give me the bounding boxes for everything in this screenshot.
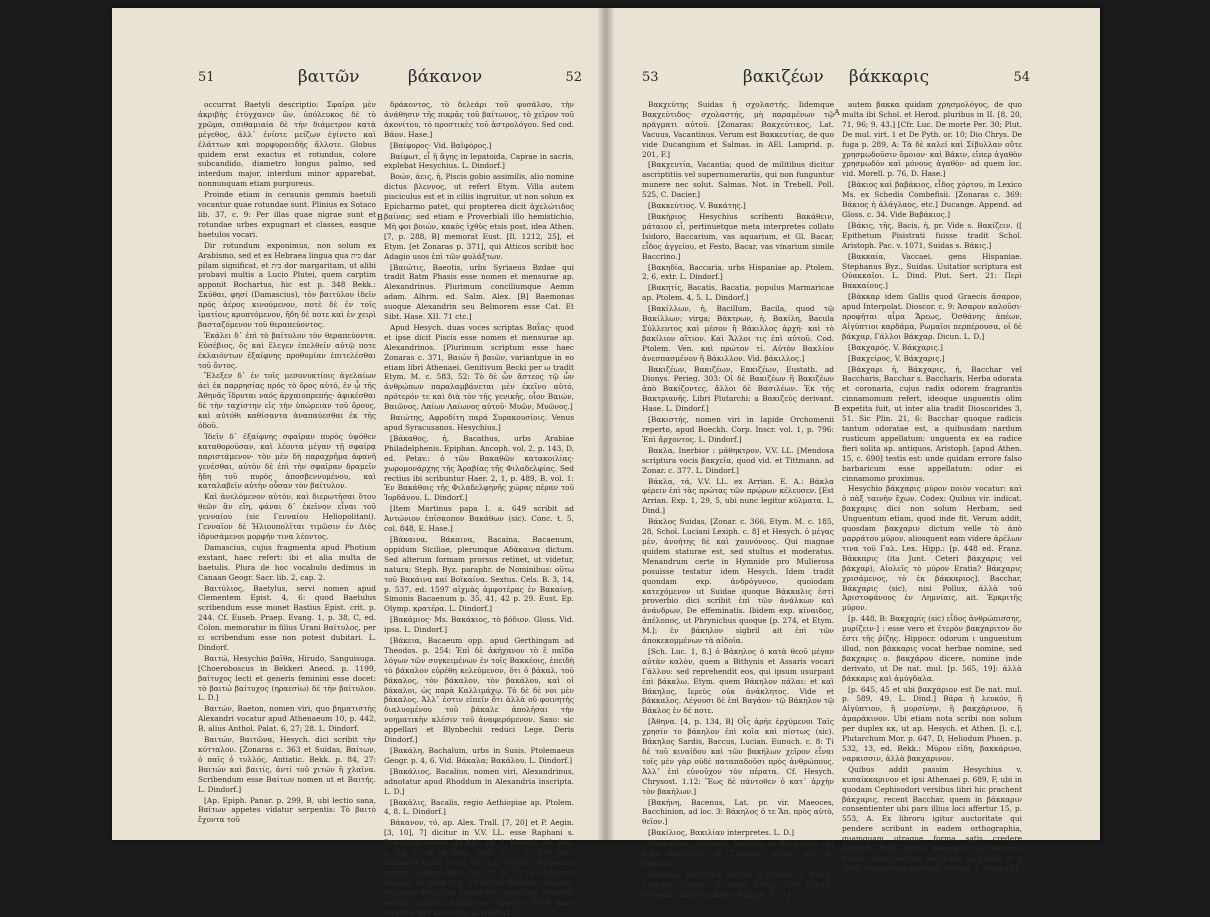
page-number-53: 53 [642, 70, 659, 85]
entry-paragraph: [Βακίλλων, ἡ, Bacillum, Bacila, quod τῷ Βακίλλων; virga; Βάκτρων, ἡ, Βακίλη, Bacula Σύλλευτος καὶ μέσον ἢ Βάκιλλος ἀρχή· καὶ τὸ βακίλιον αἴτιον. Καὶ Ἄλλοι τις ἐπὶ αὐτοῦ. Cod. Ptolem. Ven. καὶ πρώτον τί. Αὐτὸν Βακλίον ἀνεσπασμένον ἢ Βάκιλλον. Vid. βάκιλλος.] [642, 304, 834, 363]
entry-paragraph: Ἐκάλει δ᾽ ἐπὶ τὸ βαίτυλον τὸν θεραπεύοντα. Εὐσέβιος, ὅς καὶ ἔλεγεν ἐπελθεῖν αὐτῷ ποτε ἐκλαιόντων ἐξαίφνης προθυμίαν ἐπιτελέσθαι τοῦ ὄντος. [198, 330, 376, 370]
running-headword-left: βακιζέων [742, 67, 824, 87]
entry-paragraph: [Βάκεια, Bacaeum opp. apud Gerthingam ad Theodos. p. 254: Ἐπὶ δὲ ἀκήχανον τὸ ἓ παῖδα λόγων τῶν συγκειμένων ἐν τοῖς Βακκέοις, ἐπειδὴ τὸ βάκαλον εὑρέθη κελεύμενον, ὅτι ὁ βάκαλ, τοῦ βάκαλος, τὸν βάκαλον, τὸν βακάλου, καὶ οἱ βάκαλοι, ὡς παρὰ Καλλιμάχῳ. Τὸ δὲ δὲ νοι μὲν βάκαλος. Ἀλλ᾽ ἐστιν εἰπεῖν ὅτι ἀλλὰ οὐ φοινητὴς διαλυομένου τοῦ βάκαλε ἀπολῆσαι τὴν νοηματικὴν κλέσιν τοῦ ἀναφερόμενον. Saxo: sic appellari et Blynbechii reduci Lege. Deris Dindorf.] [384, 636, 574, 745]
entry-paragraph: [Βακάλη, Bachalum, urbs in Susis. Ptolemaeus Geogr. p. 4, 6. Vid. Βάκαλα; Βακάλου. L. Dindorf.] [384, 746, 574, 765]
entry-paragraph: [Βάκις, τῆς, Bacis, ἡ, pr. Vide s. Βακίζειν. ([ Epithetum Pisistrati fuisse tradit Schol. Aristoph. Pac. v. 1071, Suidas s. Βάκις.] [842, 220, 1022, 250]
entry-paragraph: Βαιτών, Βαιτῶνα, Hesych. dici scribit τὴν κύτταλον. [Zonaras c. 363 et Suidas, Βαίτων, ὁ παῖς ὁ τυλλός. Antiatic. Bekk. p. 84, 27: Βαιτών καὶ βαιτίς, ἀντί τοῦ χιτών ἢ χλαῖνα. Scribendum esse Βαίτων nomen ut et Βαιτής. L. Dindorf.] [198, 735, 376, 794]
entry-paragraph: [Βακήριος Hesychius scribenti Βακάθειν, μάταιον εἶ, pertinuetque meta interpretes collato Isidoro, Baccarium, vas aquarium, et Gl. Bacar, εἶδος ἀγγείου, et Festo, Bacar, vas vinarium simile Baccrino.] [642, 211, 834, 261]
entry-paragraph: Βάκλα, τά, V.V. LL. ex Arrian. E. A.: Βάκλα φέρειν ἐπὶ τὰς πρώτας τῶν πρῴρων κέλευσεν. [Est Arrian. Exp. 1, 29, 5, ubi nunc legitur κύλματα. L. Dind.] [642, 476, 834, 516]
entry-paragraph: [Βακχευτία, Vacantia; quod de militibus dicitur ascriptitiis vel supernumerariis, qui non funguntur munere nec solut. Salmas. Not. in Trebell. Poll. 525, C. Dacier.] [642, 160, 834, 200]
entry-paragraph: [Βάκαινα, Βάκαινα, Bacaina, Bacaenum, oppidum Siciliae, plerumque Αδάκαινα dictum. Sed alterum formam prorsus retinet, ut videtur, natura; Steph. Byz. paraphr. de Nominibus: οὕτω τοῦ Βακάινα καί Βοϊκαίνα. Sextus. Cels. Β. 3, 14, p. 537, ed. 1597 αἰχμὰς ἀμφοτέρας ἐν Βακαίνῃ. Simonis Bacaenum p. 35, 41, 42 p. 29. Eust. Ep. Olymp. κρατέρα. L. Dindorf.] [384, 534, 574, 614]
entry-paragraph: [Βακχαρός. V. Βάκχαρις.] [848, 342, 943, 352]
entry-paragraph: [Βάκχαρι ἡ, Βάκχαρις, ἡ, Bacchar vel Baccharis, Bacchar s. Baccharis, Herba odorata et coronaria, cujus radix odorem fragrantis cinnamomum refert, ideoque unguentis olim expetita fuit, ut inter alia tradit Dioscorides 3, 51. Sic Plin. 21, 6: Bacchar quoque radicis tantum odoratae est, a quibusdam nardum rusticum appellatum: unguenta ex ea radice fieri solita ap. antiquos, Aristoph. [apud Athen. 15, c. 690] testis est: unde quidam errore falso barbaricum esse appellatum: odor ei cinnamomo proximus. [842, 364, 1022, 483]
entry-paragraph: [Item Martinus papa I. a. 649 scribit ad Ἀντώνιον ἐπίσκοπον Βακάθων (sic). Conc. t. 5, col. 848, E. Hase.] [384, 504, 574, 534]
entry-paragraph: Βαιτών, Baeton, nomen viri, quo βηματιστὴς Alexandri vocatur apud Athenaeum 10, p. 442, B, alius Anthol. Palat. 6, 27; 28. L. Dindorf. [198, 704, 376, 734]
entry-paragraph: autem βακκα quidam χρησμολόγος, de quo multa ibi Schol. et Herod. pluribus in II. [8, 20, 71, 96; 9, 43.] [Cfr. Luc. De morte Per. 30; Plut. De mul. virt. 1 et De Pyth. or. 10; Dio Chrys. De fuga p. 289, A: Τὰ δὲ καλεῖ καὶ Σίβυλλαν οὔτε χρησμωδοῦσιν ὅμοιον· καὶ Βάκιν, εἴπερ ἀγαθὸν χρησμωδὸν καὶ μόνους ἀγαθὸν· ad quem loc. vid. Morell. p. 76, D. Hase.] [842, 100, 1022, 179]
entry-paragraph: Βοών, ἁεις, ἡ, Piscis gobio assimilis, alio nomine dictus βλεννος, ut refert Etym. Villa autem pisciculus est et in ciliis ingruitur, ut non solum ex Epicharmo patet, qui propterea dicit ἀχελώτιδος βαίνας; sed etiam e Proverbiali illo hemistichio, Μὴ φοι βοιών, κακὸς ἰχθὺς etsis post, idea Athen. [7, p. 288, B] memorat Eust. [Il. 1212, 25], et Etym. [et Zonaras p. 371], qui Atticos scribit hoc Adagio usos ἐπὶ τῶν φυλάξτων. [384, 172, 574, 261]
right-page-column-2 [842, 100, 1022, 873]
entry-paragraph: Ἰδεῖν δ᾽ ἐξαίφνης σφαῖραν πυρὸς ὑψόθεν καταθοροῦσαν, καὶ λέοντα μέγαν τῇ σφαίρᾳ παριστάμενον· τὸν μὲν δὴ παραχρῆμα ἀφανῆ γενέσθαι, αὐτὸν δὲ ἐπὶ τὴν σφαῖραν δραμεῖν ἤδη τοῦ πυρὸς ἀποσβεννυμένου, καὶ καταλαβεῖν αὐτὴν οὖσαν τὸν βαίτυλον. [198, 431, 376, 491]
entry-paragraph: Βακκαλίος, Albertus, Hesych. in Βάκκαλις, ubi nota Hemsterh. in Theodor. μαίας, μαί. L. Dindorf.] [642, 839, 834, 868]
running-headword-left: βαιτῶν [297, 67, 360, 87]
entry-paragraph: [Βακητίς, Bacatis, Bacatia, populus Marmaricae ap. Ptolem. 4, 5. L. Dindorf.] [642, 283, 834, 303]
entry-paragraph: [Βαιώτις, Baeotis, urbs Syriaeus Bzdae qui tradit Batm Phasis esse nomen et mensurae ap. Alexandrinus. Plurimum conciliumque Aemm adam. Alhrm. ed. Salm. Alex. [Β] Baemonas suoque Alexandrin seu Belmorem esse Cat. Et Sibt. Hase. XII. 71 ctc.] [384, 262, 574, 322]
entry-paragraph: [Βακάλιος, Bacalius, nomen viri, Alexandrinus, adnotatur apud Rhoddum in Alexandria inscripta. L. D.] [384, 766, 574, 796]
entry-paragraph: occurrat Baetyli descriptio: Σφαῖρα μὲν ἀκριβὴς ἐτύγχανεν ὤν, ὑπόλευκος δὲ τὸ χρῶμα, σπιθαμιαία δὲ τὴν διάμετρον κατὰ μέγεθος, ἀλλ᾽ ἐνίοτε μείζων ἐγίνετο καὶ ἐλάττων καὶ πορφυροειδὴς ἄλλοτε. Globus quidem erat exactus et rotundus, colore subcandido, diametro longus palmo, sed interdum major, interdum minor apparebat, nonnunquam etiam purpureus. [198, 100, 376, 189]
entry-paragraph: [p. 645, 45 et ubi βακχάριον est De nat. mul. p. 589, 49. L. Dind.] Βάρα ἡ λευκόν, ἢ Αἰγύπτιον, ἢ μυρσίνην, ἢ βακχάρινον, ἢ ἀμαράκινον. Ubi etiam nota scribi non solum per duplex κκ, ut ap. Hesych. et Athen. [l. c.], Plutarchum Mor. p. 647, D, Heliodum Phoen. p. 532, 13, ed. Bekk.: Μύρον εἰδη, βακκάρινο, ναρκισσιν, ἀλλὰ βακχαρινον. [842, 684, 1022, 763]
entry-paragraph: Apud Hesych. duas voces scriptas Βαΐας· quod et ipse dicit Piscis esse nomen et mensurae ap. Alexandrinos. [Plurimum scriptum esse haec Zonaras c. 371, Βαιών ἢ βαιῶν, variantque in eo etiam libri Athenaei. Genitivum Becki per ω tradit Etym. M. c. 583, 52: Τὸ δὲ ὧν ἄστεος τῷ ὧν ἀνθρώπων παραλαμβάνεται μὲν ἐκεῖνο αὐτό, πρότερόν τε καὶ διὰ τὸν τῆς γενικῆς, οἷον Βαιών, Βαιῶνος, Λαίων Λαίωνος αὐτοῦ· Μυῶν, Μυῶνος.] [384, 322, 574, 412]
entry-paragraph: [Βαίφορος· Vid. Βαϊφόρος.] [390, 140, 492, 150]
entry-paragraph: Βαίφωτ, εἶ ἢ ἄγης in lepatoida, Caprae in sacris, explebat Hesychius. L. Dindorf.] [384, 151, 574, 171]
margin-letter-b: B [377, 213, 383, 222]
left-page-header [198, 67, 582, 94]
entry-paragraph: Βακλα, Inerbior : μάθηκτρον, V.V. LL. [Mendosa scriptura vocis βακχεῖα, quod vid. et Tittmann. ad Zonar. c. 377. L. Dindorf.] [642, 445, 834, 475]
entry-paragraph: Βακιζέων, Βακιζέων, Εακιζέων, Eustath. ad Dionys. Perieg. 303: Οἱ δὲ Βακιζέων ἢ Βακιζέων ἀπὸ Βακίζοντες, ἄλλοι δὲ Βασιλέων. Ἐκ τῆς Βακτριανῆς. Libri Plutarchi: a Βακιζεύς derivant. Hase. L. Dindorf.] [642, 364, 834, 414]
entry-paragraph: [Βάκιος καὶ βαβάκιος, εἶδος χόρτου, in Lexico Ms. ex Schedis Combefisii. [Zonaras c. 369: Βάκιος ἡ ἀλάγλαος, etc.] Ducange. Append. ad Gloss. c. 34. Vide Βαβάκιος.] [842, 180, 1022, 219]
entry-paragraph: Βακχεύτης Suidas ἡ σχολαστής. Iidemque Βακχεύτιδος· σχολαστής, μὴ παραμένων τῷ πράγματι αὐτοῦ. [Zonaras: Βακχεύτικος, Lat. Vacuus, Vacantinus. Verum est Βακκευτίας, de quo vide Ducangium et Salmas. in AEl. Lamprid. p. 201, F.] [642, 100, 834, 159]
page-number-54: 54 [1013, 70, 1030, 85]
entry-paragraph: [Ἀθηνα. [4, p. 134, B] Οἷς ἀρῆε ἐρχύμενοι Ταῖς χρησίν το βάκηλον ἐπὶ κοῖα καὶ πίστως (sic). Βάκηλος Sardis, Baccus, Lucian. Eunuch. c. 8: Τί δὲ τοῦ κιναίδου καὶ τῶν βακήλων χεῖρον εἶναι τοῖς μὲν γὰρ οὐδὲ παταπαδοῦσι πρὸς ἀνθρώπους. Ἀλλ᾽ ἐπὶ εὐνοῦχον τὸν πέρατα. Cf. Hesych. Chrysost. 1.12: Ἕως δὲ πάντοθεν ὁ κατ᾽ ἀρχὴν τὸν βακήλων.] [642, 717, 834, 796]
entry-paragraph: Ἔλεξεν δ᾽ ἐν τοῖς μεσονυκτίοις ἀγελαίων ἀεὶ ἐκ παρρησίας πρός τὸ ὄρος αὐτό, ἐν ᾧ τῆς Ἀθηνᾶς ἵδρυται ναός ἀρχαιοπρεπής· ἀφικέσθαι δὲ τὴν ταχίστην εἰς τὴν ὑπώρειαν τοῦ ὄρους, καὶ αὐτόθι καθίσαντα ἀναπαύεσθαι ἐκ τῆς ὁδοῦ. [198, 371, 376, 430]
running-headword-right: βάκκαρις [848, 67, 930, 87]
entry-paragraph: [Sch. Luc. 1, 8.] ὁ Βάκηλος ὁ κατὰ θεοῦ μέγαν αὐτὰν καλὸν, quem a Bithynis et Assaris vocari Γάλλου: sed reprehendit eos, qui ipsum usurpant ἐπὶ βάκκλω. Etym. quem Βάκηλον πάλαι: et καὶ Βάκηλος, Ιερεὺς οὐκ ἀνάκλητος. Vide et βάκκαλος. Λέγουσι δὲ ἐπὶ Βαγάου· τῷ Βάκηλον τῷ Βάκλος ἐν δέ ποτε. [642, 646, 834, 716]
page-number-51: 51 [198, 70, 215, 85]
left-page-column-1 [198, 100, 376, 826]
entry-paragraph: Βάκλος Suidas, [Zonar. c. 366, Etym. M. c. 185, 28, Schol. Luciani Lexiph. c. 8] et Hesych. ὁ μέγας μὲν, ἀνοήτης δὲ καὶ χαυνόνους. Qui magnae quidem staturae est, sed stultus et moderatus. Menandrum certe in Hymnide pro Mulierosa posuisse testatur idem Hesych. Idem tradit quondam exp. ἀνδρόγυνον, quoiodam κατεχόμενον ut Suidae quoque Βάκκαλις ἐστί proverbio dici scribit ἐπὶ τῶν ἀνάλκων καὶ ἀνάνδρων, De effeminatis. Ibidem exp. κίναιδος, ἀπέλοπος, ut Phrynichus quoque [p. 274, et Etym. M.]: ἐν βάκηλον sigbril ait ἐπὶ τῶν ἀποκεκομμένων τὰ αἰδοῖα. [642, 517, 834, 646]
entry-paragraph: [Βακάμιος· Ms. Βακάκιος, τὸ βόδιον. Gloss. Vid. ipsa. L. Dindorf.] [384, 615, 574, 635]
entry-paragraph: Καὶ ἀνελόμενον αὐτόν, καὶ διερωτῆσαι ὅτου θεῶν ἂν εἴη, φάναι δ᾽ ἐκεῖνον εἶναι τοῦ γενναίου (sic Γενναίου Heliopolitani). Γενναῖον δὲ Ἡλιουπολῖται τιμῶσιν ἐν Διὸς ἱδρυσάμενοι μορφήν τινα λέοντος. [198, 492, 376, 541]
entry-paragraph: [Βακκαία, Vaccaei, gens Hispaniae. Stephanus Byz., Suidas. Usitatior scriptura est Οὐακκαῖοι. L. Dind. Plut. Sert. 21: Περὶ Βακκαίους.] [842, 251, 1022, 291]
entry-paragraph: [Ap. Epiph. Panar. p. 299, B, ubi lectio sana, Βαίτων appetes vidatur serpentis: Τὸ βαιτὸ ἔχοντα τοῦ [198, 795, 376, 825]
entry-paragraph: [Βάκκαρ idem Gallis quod Graecis ἄσαρον, apud Interpolat. Dioscor. c. 9: Ἀσαρον καλοῦσι· προφῆται αἷμα Ἄρεως, Ὀσθάνης ἀπέων, Αἰγύπτιοι καρδάμα, Ρωμαῖοι περπέρουσα, οἱ δὲ βάκχαρ, Γάλλοι Βάκχαρ. Dicun. L. D.] [842, 292, 1022, 341]
entry-paragraph: Damascius, cujus fragmenta apud Photium exstant, haec refert: ibi et alia multa de baetulis. Plura de hoc vocabulo dedimus in Canaan Geogr. Sacr. lib. 2, cap. 2. [198, 542, 376, 582]
entry-paragraph: [Βακχείρος, V. Βάκχαρις.] [848, 353, 945, 363]
entry-paragraph: [Βάκαθος, ἡ, Bacathus, urbs Arabiae Philadelphenis. Epiphan. Ancoph. vol. 2, p. 143, D, ed. Petav.: ὁ τῶν Βακαθῶν κατακοιλίας· χωρομονάρχης τῆς Ἀραβίας τῆς Φιλαδελφίας. Sed rectius ibi scribuntur Haer. 2, 1, p. 489, B, vol. 1: Ἐν Βακάθοις τῆς Φιλαδελφηνῆς χώρας πέραν τοῦ Ἰορδάνου. L. Dindorf.] [384, 433, 574, 503]
left-page-column-2 [384, 100, 574, 917]
page-number-52: 52 [565, 70, 582, 85]
entry-paragraph: Βαιτώ, Hesychio βαῖθα, Hirudo, Sanguisuga. [Choeroboscus in Bekkeri Anecd. p. 1199, βαίτυχος lecti et generis feminini esse docet: τὸ βαιτώ βαίτυχος (ηραεσίω) δὲ τὴν βαίτυλον. L. D.] [198, 653, 376, 703]
entry-paragraph: [Βακκεύτιος. V. Βακάτης.] [648, 201, 746, 211]
entry-paragraph: [Βακιστής, nomen viri in lapide Orchomenii reperto, apud Boeckh. Corp. Inscr. vol. 1, p. 796: Ἐπὶ ἄρχοντος. L. Dindorf.] [642, 415, 834, 444]
entry-paragraph: Quibus addit passim Hesychius v. κυπαίκκαρινον et ipsi Athenaei p. 689, F, ubi in quodam Cephisodori versibus libri hic prachent βάκχαρις, recent Bacchar, quem in βάκκαριν consentienter ubi pars illius loci affertur 15, p. 553, A. Ex libroru igitur auctoritate qui pendere scribunt in eadem orthographia, quamquam utraque forma satis credere debebit. Mihi forma βάκχαρις ad librarius Bacchi interspectrae secundus supposita et e libris Graecorum ejiciende videtur. L. Dindorf.] [842, 764, 1022, 873]
entry-paragraph: δράκοντος, τὸ δελεάρι τοῦ φυσάλου, τὴν ἀνάθησιν τῆς πικρᾶς τοῦ βαίτωνος, τὸ χεῖρον τοῦ ἀκονίτου, τὸ προστικὲς τοῦ ἀστρολόγου. Sed cod. Βάον. Hase.] [384, 100, 574, 139]
running-headword-right: βάκανον [407, 67, 483, 87]
book-spread [112, 8, 1100, 917]
entry-paragraph: [Βακηδία, Baccaria, urbs Hispaniae ap. Ptolem. 2, 6, extr. L. Dindorf.] [642, 262, 834, 282]
entry-paragraph: Βαιτύλιος, Baetylus, servi nomen apud Clementem Epist. 4, 6: quod Baetulus scribendum esse monet Bastius Epist. crit. p. 244. Cf. Euseb. Praep. Evang. 1, p. 38, C, ed. Colon. memoratur in filius Urani Βαίτυλος, per ει scribendum esse non potest dubitari. L. Dindorf. [198, 583, 376, 652]
right-page-header [642, 67, 1030, 94]
entry-paragraph: [p. 448, B: Βακχαρίς (sic) εἶδος ἀνθρώπισσης, μυρίζειν·] : esse vero et ἐτερὸν βακχαριτον ὄν ἐστι τῆς ῥίζης. Hippocr. odorum ι unguentum illud, non βάκκαρις vocat herbae nomine, sed βακχαρις ο. βακχάρου dicere, nomine inde derivato, ut De nat. mul. [p. 565, 19]: ἀλλὰ βάκκαρις καὶ ἀμύγδαλα. [842, 614, 1022, 683]
entry-paragraph: [Βακήνη, Bacenus, Lat. pr. vir. Maeoces, Bacchinion, ad loc. 3: Βάκηλος ὁ τε Ἄπ. πρὸς αὐτὸ, θεῖον.] [642, 797, 834, 827]
right-page-column-1 [642, 100, 834, 899]
entry-paragraph: Βάκκαρ, Tarentinis dicitur ὁ βῖβορος ὁ ταλός. Cornum, Lutum, ut tradit Etym. Vide Βακχίς. [Hesych. exhibet quoque Βακχία. L. D.] [642, 869, 834, 899]
margin-letter-a: A [834, 108, 840, 117]
entry-paragraph: Βαιώτης, Αφροδίτη παρά Συρακουσίοις. Venus apud Syracusanos. Hesychius.] [384, 413, 574, 432]
entry-paragraph: [Βακίλιος, Βακιλίαν interpretes. L. D.] [648, 828, 795, 838]
entry-paragraph: Βάκανον, τό, ap. Alex. Trall. [7, 20] et P. Aegin. [3, 10], 7] dicitur in V.V. LL. esse Raphani s. Brassicae semen. Ita Ald., ed. 1, Hesych. ed. Aeg. p. 64, 7, ut in Alex. Trall. 8, 5, p. 399 Gal.: Βάκανον quod et in V.V. LL. dicitur; Brassicae semen, quidem Alex. Trall. 1, p. 72, 10: Βακάνου σπέρμα. Id quod et p. 10 dicitur Βάκανον σπέρμα, Βάκανον ἀνόμαξον ἐρεαπιδὸς εὐγενείας: Ῥαφανὶς σπέρμα λεπτὸν θέρμανσιν ἔχουσα. Vide quae dicemus sub Κάκανον. L. Dindorf.] [384, 818, 574, 917]
margin-letter-b: B [834, 404, 840, 413]
left-page [112, 8, 606, 917]
entry-paragraph: [Βακάλις, Bacalis, regio Aethiopiae ap. Ptolem. 4, 8. L. Dindorf.] [384, 797, 574, 817]
right-page [606, 8, 1100, 899]
entry-paragraph: Hesychio βάκχαρις μύρον ποιὸν vocatur: καὶ ὁ πὰξ ταινὴν ἔχων. Codex: Quibus vir. indicat. βακχαρις dici non solum Herbam, sed Unguentum etiam, quod inde fit. Verum addit, quosdam βακχαριν dictum velle τὸ ἀπὸ μαρράτου μύρον, aliosquent eam videre ἀρέλων τινα τοῦ Γαλ. Lex. Hipp.: [p. 448 ed. Franz. Βάκκαρις (ita Junt. Ceteri βάκχαρις vel βάκχαρ), Αἰολεῖς τὸ μύρον Eratia? Βάκχαρις χρισάμενος, τὸ ἐκ βάκκαριος]. Bacchar, Βάκχαρις (sic), nisi Pollux, ἀλλὰ τοῦ Ἀριστοφάνους ἐν Λημνίαις, ait. Ἐρκριτῆς μύρον. [842, 484, 1022, 613]
entry-paragraph: Dir rotundum exponimus, non solum ex Arabismo, sed et ex Hebraea lingua qua בית dar pilam significat, et בית dor margaritam, ut alibi probavi multis a Lucio Plutei, quem carptim apponit Bochartus, hic est p. 348 Bekk.: Σκύθαι, φησί (Damascius), τὸν βαιτύλον ἰδεῖν πρὸς ἀέρος κινούμενον, ποτὲ δὲ ἐν τοῖς ἱματίοις κρυπτόμενον, ἤδη δὲ ποτε καὶ ἐν χειρὶ βασταζόμενον τοῦ θεραπεύοντος. [198, 240, 376, 329]
entry-paragraph: Proinde etiam in ceraunis gemmis baetuli vocantur quae rotundae sunt. Plinius ex Sotaco lib. 37, c. 9: Per illas quae nigrae sunt et rotundae urbes expugnari et classes, easque baetulos vocari. [198, 190, 376, 239]
